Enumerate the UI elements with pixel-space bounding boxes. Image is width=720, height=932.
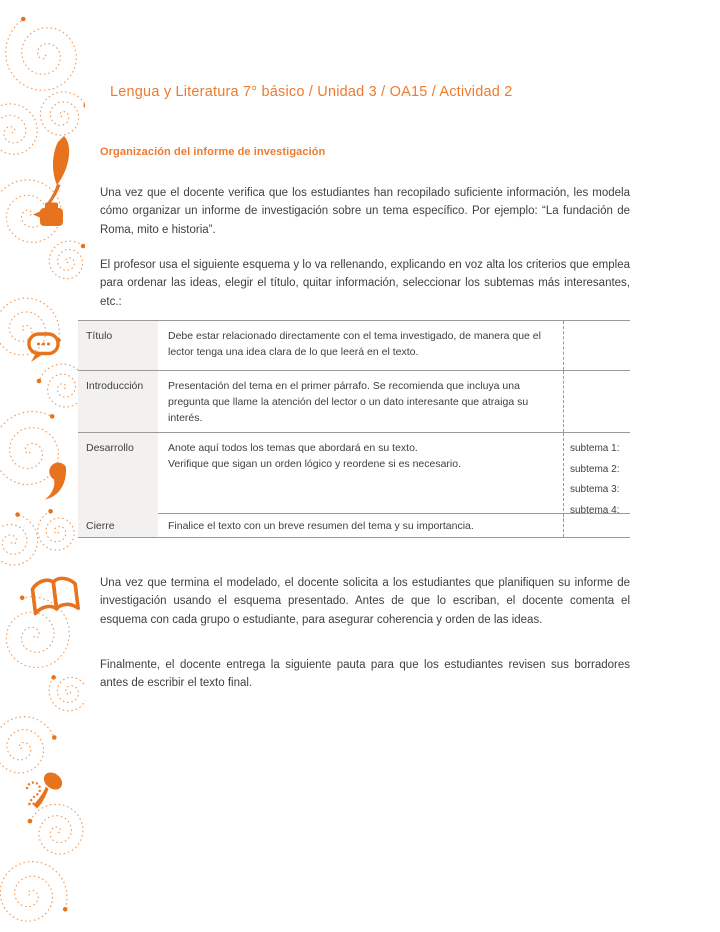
paragraph-intro-1: Una vez que el docente verifica que los estudiantes han recopilado suficiente información, les modela cómo organizar un informe de investigación sobre un tema específico. Por ejemplo: “La fundación de Roma, mito e historia”. (100, 186, 630, 236)
row-text: Debe estar relacionado directamente con el tema investigado, de manera que el lector tenga una idea clara de lo que leerá en el texto. (168, 330, 541, 358)
margin-decoration (0, 0, 85, 932)
paragraph-closing-2: Finalmente, el docente entrega la siguiente pauta para que los estudiantes revisen sus borradores antes de escribir el texto final. (100, 658, 630, 689)
row-text: Finalice el texto con un breve resumen del tema y su importancia. (168, 520, 474, 532)
row-label: Desarrollo (78, 433, 158, 521)
section-title: Organización del informe de investigación (100, 146, 326, 158)
row-text-line: Verifique que sigan un orden lógico y reordene si es necesario. (168, 458, 462, 470)
subtema-label-4: subtema 4: (570, 504, 620, 516)
subtema-cell (563, 371, 630, 432)
open-book-icon (32, 577, 79, 614)
quill-pen-icon (45, 136, 69, 207)
comma-icon (45, 463, 66, 500)
ink-pot-icon (33, 203, 63, 227)
table-row-cierre (78, 513, 630, 537)
row-label: Introducción (78, 371, 158, 432)
row-label: Cierre (78, 514, 158, 537)
row-text: Presentación del tema en el primer párrafo. Se recomienda que incluya una pregunta que llame la atención del lector o un dato interesante que atraiga su interés. (168, 380, 529, 424)
subtema-cell (563, 433, 630, 521)
breadcrumb: Lengua y Literatura 7° básico / Unidad 3 / OA15 / Actividad 2 (110, 84, 513, 100)
subtema-label-1: subtema 1: (570, 443, 620, 454)
subtema-cell (563, 514, 630, 537)
paragraph-closing-1: Una vez que termina el modelado, el docente solicita a los estudiantes que planifiquen su informe de investigación usando el esquema presentado. Antes de que lo escriban, el docente comenta el esquema con cada grupo o estudiante, para asegurar coherencia y orden de las ideas. (100, 576, 630, 626)
subtema-label-2: subtema 2: (570, 463, 620, 475)
subtema-label-3: subtema 3: (570, 484, 620, 495)
table-row-titulo (78, 320, 630, 370)
paragraph-intro-2: El profesor usa el siguiente esquema y lo va rellenando, explicando en voz alta los criterios que emplea para ordenar las ideas, elegir el título, quitar información, seleccionar los subtemas más interesantes, etc.: (100, 258, 630, 308)
subtema-cell (563, 321, 630, 370)
dotted-swirls (0, 17, 85, 921)
row-label: Título (78, 321, 158, 370)
row-text (158, 433, 563, 521)
microphone-icon (27, 769, 65, 809)
table-row-introduccion (78, 370, 630, 432)
table-row-desarrollo (78, 432, 630, 516)
scheme-table (78, 320, 630, 538)
row-text-line: Anote aquí todos los temas que abordará en su texto. (168, 442, 418, 454)
speech-bubble-icon (29, 334, 58, 362)
